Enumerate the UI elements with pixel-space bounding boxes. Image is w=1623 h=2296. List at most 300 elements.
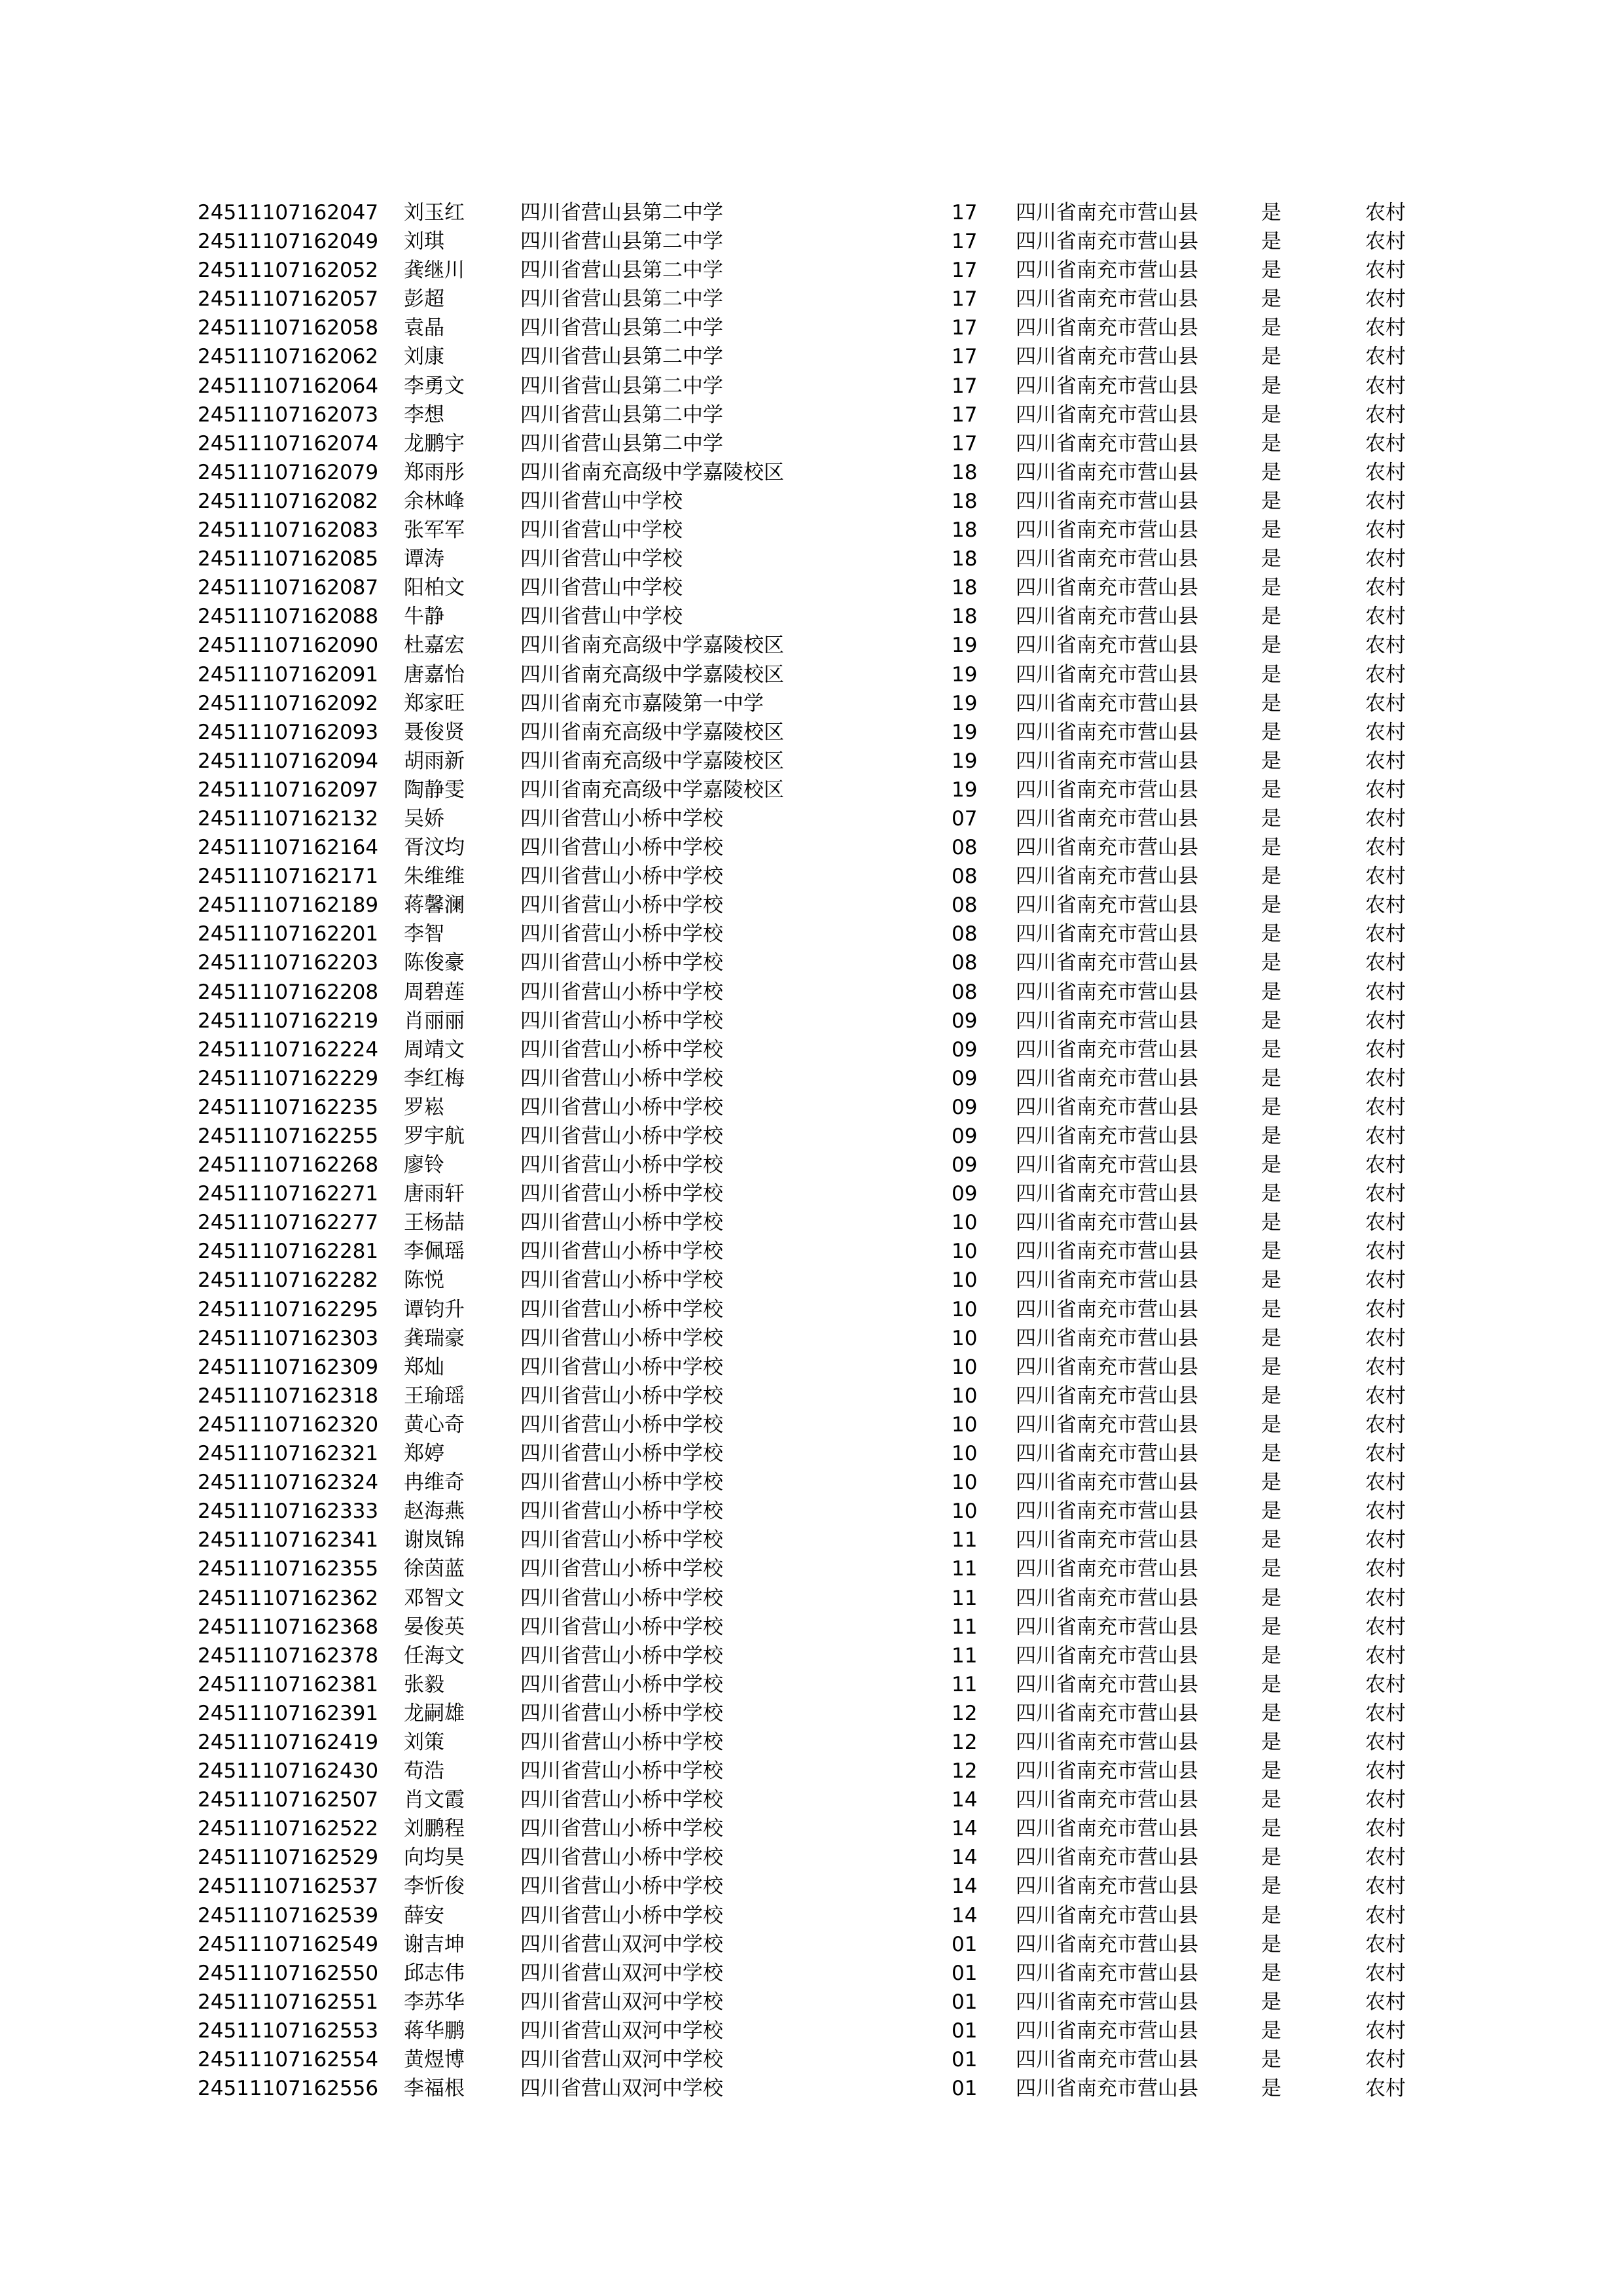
student-name: 周靖文 [404,1037,465,1062]
student-id: 24511107162321 [198,1442,379,1466]
student-name: 朱维维 [404,865,465,889]
flag-value: 是 [1261,2048,1281,2072]
area-type: 农村 [1365,1182,1406,1206]
area-type: 农村 [1365,749,1406,773]
school-name: 四川省营山小桥中学校 [520,1066,723,1090]
area-type: 农村 [1365,460,1406,484]
table-row [198,833,1441,862]
school-name: 四川省营山小桥中学校 [520,1211,723,1235]
class-number: 12 [952,1759,978,1784]
school-name: 四川省营山小桥中学校 [520,951,723,975]
student-id: 24511107162549 [198,1932,379,1956]
student-name: 龚继川 [404,259,465,283]
flag-value: 是 [1261,1442,1281,1466]
flag-value: 是 [1261,345,1281,369]
table-row [198,631,1441,660]
table-row [198,891,1441,920]
table-row [198,1324,1441,1353]
student-id: 24511107162320 [198,1412,379,1437]
student-name: 阳柏文 [404,576,465,600]
table-row [198,1439,1441,1468]
table-row [198,1295,1441,1324]
area-type: 农村 [1365,1557,1406,1581]
table-row [198,2017,1441,2045]
area-type: 农村 [1365,1499,1406,1524]
school-name: 四川省营山小桥中学校 [520,1442,723,1466]
school-name: 四川省南充高级中学嘉陵校区 [520,460,784,484]
table-row [198,285,1441,314]
student-name: 廖铃 [404,1153,444,1177]
student-id: 24511107162550 [198,1961,379,1985]
student-id: 24511107162093 [198,720,379,744]
area-type: 农村 [1365,778,1406,802]
student-id: 24511107162255 [198,1124,379,1148]
student-name: 刘策 [404,1730,444,1754]
region: 四川省南充市营山县 [1016,2018,1198,2043]
flag-value: 是 [1261,1471,1281,1495]
student-name: 郑家旺 [404,691,465,715]
student-id: 24511107162271 [198,1182,379,1206]
region: 四川省南充市营山县 [1016,1788,1198,1812]
region: 四川省南充市营山县 [1016,230,1198,254]
class-number: 09 [952,1009,978,1033]
student-name: 向均昊 [404,1846,465,1870]
student-name: 彭超 [404,287,444,312]
flag-value: 是 [1261,865,1281,889]
area-type: 农村 [1365,1903,1406,1928]
flag-value: 是 [1261,1326,1281,1350]
region: 四川省南充市营山县 [1016,1903,1198,1928]
flag-value: 是 [1261,1499,1281,1524]
region: 四川省南充市营山县 [1016,1528,1198,1552]
school-name: 四川省营山小桥中学校 [520,1615,723,1639]
flag-value: 是 [1261,1182,1281,1206]
school-name: 四川省营山双河中学校 [520,2048,723,2072]
student-id: 24511107162303 [198,1326,379,1350]
region: 四川省南充市营山县 [1016,489,1198,513]
class-number: 01 [952,2018,978,2043]
student-name: 赵海燕 [404,1499,465,1524]
flag-value: 是 [1261,316,1281,340]
school-name: 四川省营山小桥中学校 [520,922,723,946]
region: 四川省南充市营山县 [1016,1095,1198,1119]
region: 四川省南充市营山县 [1016,287,1198,312]
area-type: 农村 [1365,1066,1406,1090]
area-type: 农村 [1365,1326,1406,1350]
area-type: 农村 [1365,1384,1406,1408]
school-name: 四川省营山小桥中学校 [520,1874,723,1899]
flag-value: 是 [1261,1009,1281,1033]
region: 四川省南充市营山县 [1016,518,1198,543]
student-name: 肖文霞 [404,1788,465,1812]
table-row [198,401,1441,429]
student-id: 24511107162132 [198,806,379,831]
area-type: 农村 [1365,1412,1406,1437]
school-name: 四川省营山中学校 [520,489,683,513]
area-type: 农村 [1365,1211,1406,1235]
student-id: 24511107162090 [198,634,379,658]
student-id: 24511107162097 [198,778,379,802]
school-name: 四川省营山小桥中学校 [520,1499,723,1524]
flag-value: 是 [1261,980,1281,1004]
student-name: 刘康 [404,345,444,369]
class-number: 17 [952,403,978,427]
flag-value: 是 [1261,1037,1281,1062]
flag-value: 是 [1261,1932,1281,1956]
region: 四川省南充市营山县 [1016,1009,1198,1033]
flag-value: 是 [1261,460,1281,484]
table-row [198,1266,1441,1295]
school-name: 四川省营山县第二中学 [520,201,723,224]
student-name: 王杨喆 [404,1211,465,1235]
area-type: 农村 [1365,316,1406,340]
area-type: 农村 [1365,1297,1406,1321]
area-type: 农村 [1365,836,1406,860]
student-id: 24511107162229 [198,1066,379,1090]
flag-value: 是 [1261,778,1281,802]
student-id: 24511107162282 [198,1268,379,1293]
table-row [198,1613,1441,1641]
region: 四川省南充市营山县 [1016,1240,1198,1264]
student-name: 李佩瑶 [404,1240,465,1264]
class-number: 11 [952,1643,978,1668]
flag-value: 是 [1261,1297,1281,1321]
school-name: 四川省营山中学校 [520,518,683,543]
region: 四川省南充市营山县 [1016,1874,1198,1899]
area-type: 农村 [1365,922,1406,946]
class-number: 11 [952,1557,978,1581]
student-name: 陈俊豪 [404,951,465,975]
region: 四川省南充市营山县 [1016,403,1198,427]
flag-value: 是 [1261,1124,1281,1148]
table-row [198,1959,1441,1988]
area-type: 农村 [1365,951,1406,975]
student-name: 黄煜博 [404,2048,465,2072]
table-row [198,1814,1441,1843]
student-id: 24511107162074 [198,431,379,456]
region: 四川省南充市营山县 [1016,951,1198,975]
area-type: 农村 [1365,1124,1406,1148]
flag-value: 是 [1261,1615,1281,1639]
table-row [198,1497,1441,1526]
class-number: 10 [952,1268,978,1293]
student-id: 24511107162554 [198,2048,379,2072]
table-row [198,1353,1441,1382]
student-name: 黄心奇 [404,1412,465,1437]
region: 四川省南充市营山县 [1016,547,1198,571]
region: 四川省南充市营山县 [1016,1384,1198,1408]
flag-value: 是 [1261,1846,1281,1870]
flag-value: 是 [1261,403,1281,427]
area-type: 农村 [1365,1615,1406,1639]
class-number: 01 [952,1932,978,1956]
region: 四川省南充市营山县 [1016,1066,1198,1090]
flag-value: 是 [1261,662,1281,687]
flag-value: 是 [1261,1066,1281,1090]
table-row [198,1843,1441,1872]
table-row [198,1382,1441,1410]
student-name: 刘鹏程 [404,1817,465,1841]
class-number: 09 [952,1153,978,1177]
area-type: 农村 [1365,893,1406,918]
student-name: 陶静雯 [404,778,465,802]
school-name: 四川省营山小桥中学校 [520,1153,723,1177]
class-number: 10 [952,1240,978,1264]
flag-value: 是 [1261,576,1281,600]
flag-value: 是 [1261,1701,1281,1725]
class-number: 10 [952,1442,978,1466]
student-name: 牛静 [404,605,444,629]
school-name: 四川省营山双河中学校 [520,1932,723,1956]
class-number: 11 [952,1528,978,1552]
table-row [198,1179,1441,1208]
region: 四川省南充市营山县 [1016,1412,1198,1437]
school-name: 四川省南充高级中学嘉陵校区 [520,634,784,658]
flag-value: 是 [1261,749,1281,773]
student-id: 24511107162062 [198,345,379,369]
student-name: 郑雨彤 [404,460,465,484]
flag-value: 是 [1261,374,1281,398]
student-name: 肖丽丽 [404,1009,465,1033]
table-row [198,1035,1441,1064]
class-number: 12 [952,1701,978,1725]
class-number: 07 [952,806,978,831]
student-id: 24511107162058 [198,316,379,340]
flag-value: 是 [1261,893,1281,918]
flag-value: 是 [1261,1355,1281,1379]
student-name: 晏俊英 [404,1615,465,1639]
area-type: 农村 [1365,980,1406,1004]
student-name: 李福根 [404,2077,465,2101]
school-name: 四川省营山县第二中学 [520,374,723,398]
school-name: 四川省营山中学校 [520,547,683,571]
area-type: 农村 [1365,1759,1406,1784]
table-row [198,718,1441,747]
region: 四川省南充市营山县 [1016,1355,1198,1379]
flag-value: 是 [1261,230,1281,254]
class-number: 18 [952,460,978,484]
student-name: 余林峰 [404,489,465,513]
region: 四川省南充市营山县 [1016,1932,1198,1956]
table-row [198,1093,1441,1122]
table-row [198,747,1441,776]
school-name: 四川省营山县第二中学 [520,345,723,369]
class-number: 11 [952,1615,978,1639]
student-name: 陈悦 [404,1268,444,1293]
region: 四川省南充市营山县 [1016,806,1198,831]
area-type: 农村 [1365,1990,1406,2014]
table-row [198,458,1441,487]
area-type: 农村 [1365,691,1406,715]
area-type: 农村 [1365,1037,1406,1062]
region: 四川省南充市营山县 [1016,1961,1198,1985]
student-name: 刘琪 [404,230,444,254]
school-name: 四川省营山县第二中学 [520,431,723,456]
school-name: 四川省营山小桥中学校 [520,1730,723,1754]
area-type: 农村 [1365,374,1406,398]
region: 四川省南充市营山县 [1016,1615,1198,1639]
table-row [198,1122,1441,1151]
student-name: 谭钧升 [404,1297,465,1321]
flag-value: 是 [1261,1412,1281,1437]
student-name: 唐雨轩 [404,1182,465,1206]
region: 四川省南充市营山县 [1016,605,1198,629]
area-type: 农村 [1365,1788,1406,1812]
table-row [198,1901,1441,1930]
class-number: 18 [952,489,978,513]
student-id: 24511107162083 [198,518,379,543]
class-number: 09 [952,1095,978,1119]
class-number: 08 [952,893,978,918]
student-name: 李苏华 [404,1990,465,2014]
flag-value: 是 [1261,1095,1281,1119]
flag-value: 是 [1261,1730,1281,1754]
region: 四川省南充市营山县 [1016,1326,1198,1350]
region: 四川省南充市营山县 [1016,1297,1198,1321]
region: 四川省南充市营山县 [1016,1586,1198,1610]
student-id: 24511107162049 [198,230,379,254]
table-row [198,689,1441,718]
school-name: 四川省营山县第二中学 [520,287,723,312]
flag-value: 是 [1261,1961,1281,1985]
flag-value: 是 [1261,922,1281,946]
table-row [198,1728,1441,1757]
region: 四川省南充市营山县 [1016,259,1198,283]
student-name: 周碧莲 [404,980,465,1004]
school-name: 四川省营山小桥中学校 [520,1009,723,1033]
table-row [198,487,1441,516]
area-type: 农村 [1365,1009,1406,1033]
region: 四川省南充市营山县 [1016,1730,1198,1754]
class-number: 01 [952,1961,978,1985]
region: 四川省南充市营山县 [1016,662,1198,687]
class-number: 01 [952,1990,978,2014]
class-number: 19 [952,749,978,773]
area-type: 农村 [1365,201,1406,224]
region: 四川省南充市营山县 [1016,1182,1198,1206]
class-number: 17 [952,287,978,312]
table-row [198,1208,1441,1237]
area-type: 农村 [1365,1874,1406,1899]
student-id: 24511107162073 [198,403,379,427]
school-name: 四川省营山双河中学校 [520,1961,723,1985]
class-number: 17 [952,374,978,398]
student-id: 24511107162362 [198,1586,379,1610]
region: 四川省南充市营山县 [1016,1037,1198,1062]
table-row [198,1064,1441,1093]
student-id: 24511107162235 [198,1095,379,1119]
student-name: 唐嘉怡 [404,662,465,687]
student-name: 聂俊贤 [404,720,465,744]
table-row [198,862,1441,891]
class-number: 08 [952,980,978,1004]
student-id: 24511107162430 [198,1759,379,1784]
area-type: 农村 [1365,1961,1406,1985]
table-row [198,1410,1441,1439]
area-type: 农村 [1365,431,1406,456]
school-name: 四川省营山小桥中学校 [520,1297,723,1321]
flag-value: 是 [1261,951,1281,975]
table-row [198,660,1441,689]
school-name: 四川省南充高级中学嘉陵校区 [520,720,784,744]
class-number: 10 [952,1211,978,1235]
area-type: 农村 [1365,2018,1406,2043]
school-name: 四川省营山小桥中学校 [520,1817,723,1841]
student-id: 24511107162419 [198,1730,379,1754]
table-row [198,1930,1441,1959]
class-number: 09 [952,1037,978,1062]
student-id: 24511107162092 [198,691,379,715]
class-number: 10 [952,1499,978,1524]
student-name: 张军军 [404,518,465,543]
table-row [198,920,1441,948]
region: 四川省南充市营山县 [1016,1153,1198,1177]
area-type: 农村 [1365,605,1406,629]
table-row [198,314,1441,342]
table-row [198,1468,1441,1497]
table-row [198,1584,1441,1613]
flag-value: 是 [1261,605,1281,629]
class-number: 10 [952,1384,978,1408]
flag-value: 是 [1261,1586,1281,1610]
class-number: 08 [952,836,978,860]
area-type: 农村 [1365,1268,1406,1293]
student-id: 24511107162551 [198,1990,379,2014]
student-id: 24511107162318 [198,1384,379,1408]
school-name: 四川省营山小桥中学校 [520,1471,723,1495]
student-name: 胥汶均 [404,836,465,860]
area-type: 农村 [1365,662,1406,687]
class-number: 19 [952,634,978,658]
student-id: 24511107162085 [198,547,379,571]
student-id: 24511107162047 [198,201,379,224]
student-name: 张毅 [404,1672,444,1696]
class-number: 18 [952,605,978,629]
class-number: 18 [952,576,978,600]
area-type: 农村 [1365,1528,1406,1552]
class-number: 17 [952,345,978,369]
flag-value: 是 [1261,1643,1281,1668]
region: 四川省南充市营山县 [1016,836,1198,860]
table-row [198,1554,1441,1583]
flag-value: 是 [1261,547,1281,571]
region: 四川省南充市营山县 [1016,980,1198,1004]
table-row [198,1151,1441,1179]
school-name: 四川省营山小桥中学校 [520,1759,723,1784]
flag-value: 是 [1261,489,1281,513]
class-number: 17 [952,431,978,456]
student-name: 吴娇 [404,806,444,831]
table-row [198,602,1441,631]
student-name: 谢岚锦 [404,1528,465,1552]
area-type: 农村 [1365,1471,1406,1495]
class-number: 11 [952,1586,978,1610]
student-name: 徐茵蓝 [404,1557,465,1581]
student-table [198,198,1441,2103]
school-name: 四川省南充高级中学嘉陵校区 [520,778,784,802]
region: 四川省南充市营山县 [1016,345,1198,369]
region: 四川省南充市营山县 [1016,1817,1198,1841]
region: 四川省南充市营山县 [1016,1759,1198,1784]
class-number: 08 [952,865,978,889]
student-id: 24511107162164 [198,836,379,860]
flag-value: 是 [1261,259,1281,283]
flag-value: 是 [1261,836,1281,860]
class-number: 01 [952,2048,978,2072]
school-name: 四川省营山小桥中学校 [520,1240,723,1264]
class-number: 01 [952,2077,978,2101]
student-id: 24511107162208 [198,980,379,1004]
